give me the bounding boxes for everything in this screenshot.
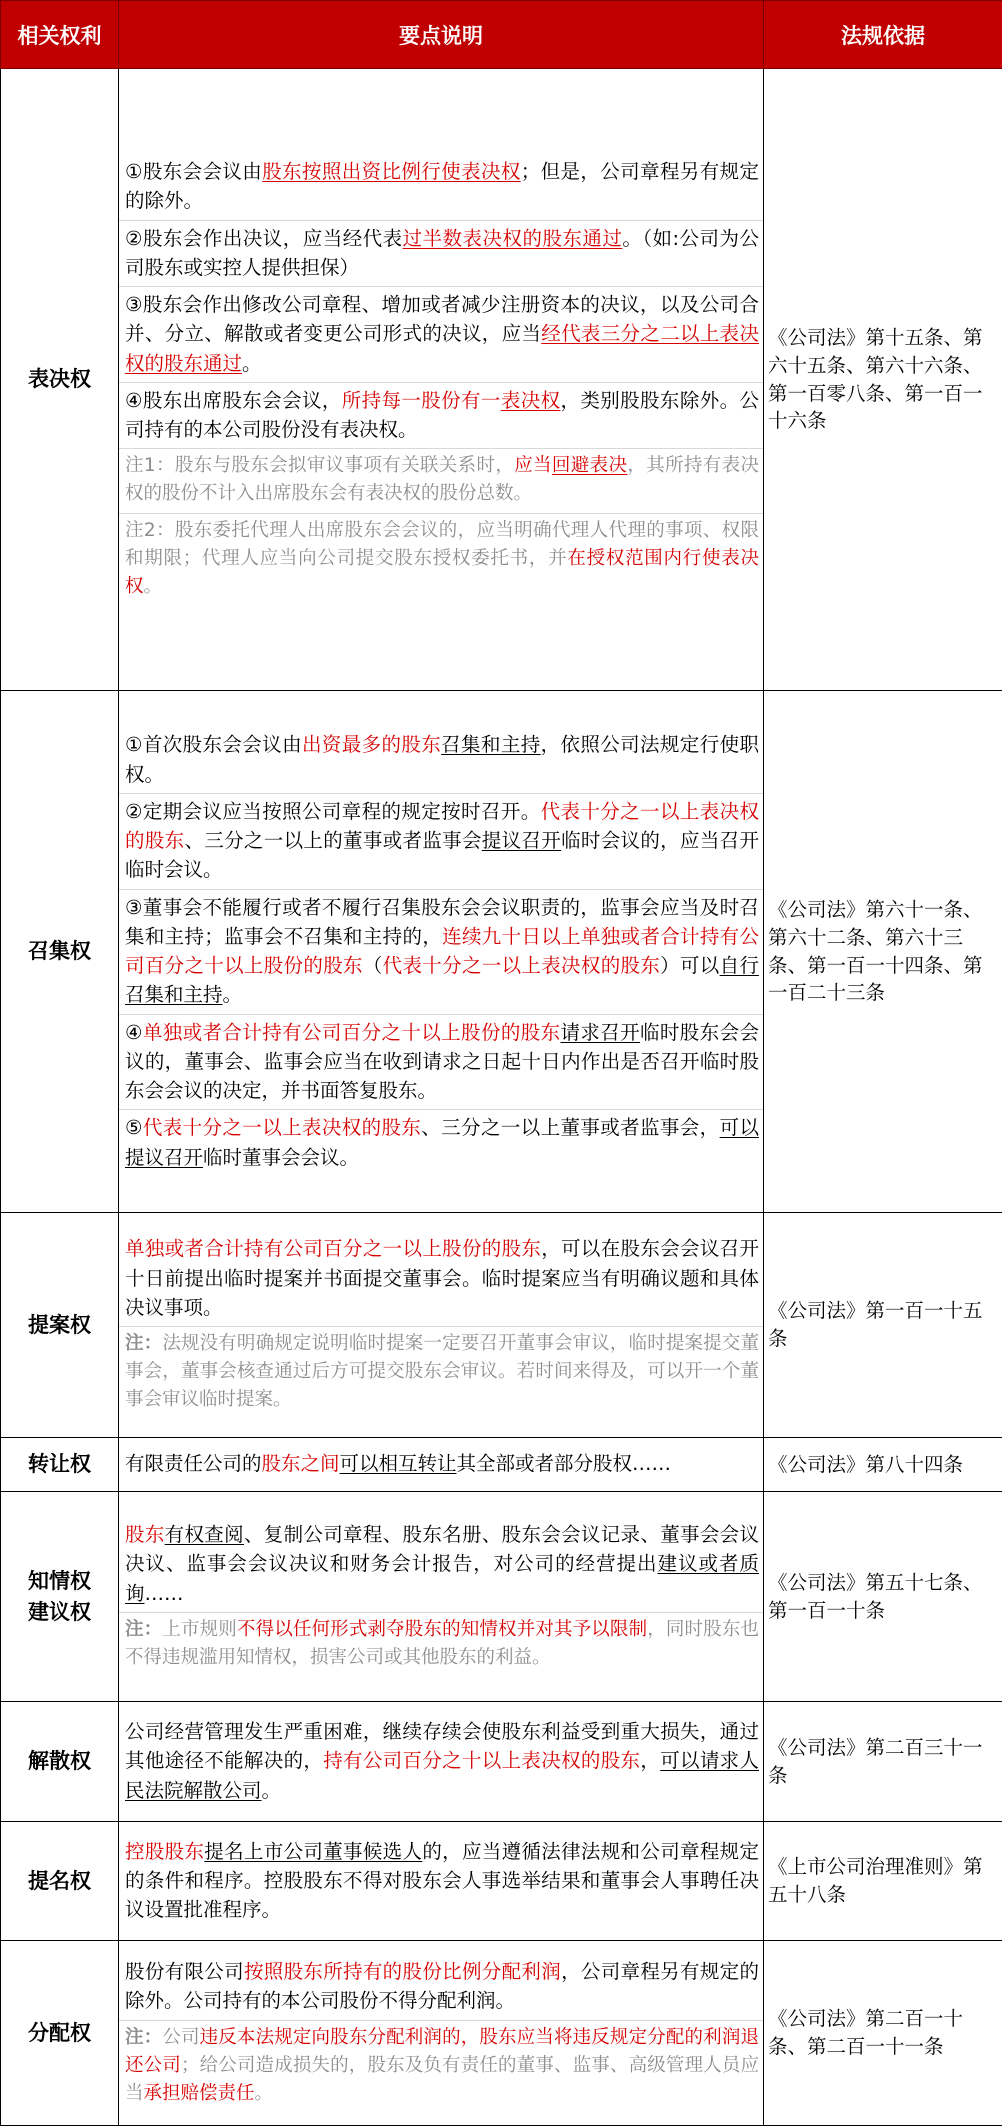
point-item: ⑤代表十分之一以上表决权的股东、三分之一以上董事或者监事会，可以提议召开临时董事会会议。 <box>119 1110 763 1176</box>
right-name-nomination: 提名权 <box>1 1822 119 1941</box>
point-item: ①首次股东会会议由出资最多的股东召集和主持，依照公司法规定行使职权。 <box>119 727 763 794</box>
points-cell-voting <box>119 69 764 691</box>
points-cell-proposal <box>119 1213 764 1438</box>
point-item: ④股东出席股东会会议，所持每一股份有一表决权，类别股股东除外。公司持有的本公司股份没有表决权。 <box>119 383 763 450</box>
point-item: ①股东会会议由股东按照出资比例行使表决权；但是，公司章程另有规定的除外。 <box>119 154 763 221</box>
table-row-voting-right <box>1 69 1002 691</box>
header-rights: 相关权利 <box>1 1 119 69</box>
point-item: ③股东会作出修改公司章程、增加或者减少注册资本的决议，以及公司合并、分立、解散或者变更公司形式的决议，应当经代表三分之二以上表决权的股东通过。 <box>119 287 763 383</box>
point-item: ③董事会不能履行或者不履行召集股东会会议职责的，监事会应当及时召集和主持；监事会不召集和主持的，连续九十日以上单独或者合计持有公司百分之十以上股份的股东（代表十分之一以上表决权的股东）可以自行召集和主持。 <box>119 890 763 1015</box>
right-name-line-1: 知情权 <box>1 1566 118 1596</box>
point-item: 单独或者合计持有公司百分之一以上股份的股东，可以在股东会会议召开十日前提出临时提案并书面提交董事会。临时提案应当有明确议题和具体决议事项。 <box>119 1231 763 1327</box>
note-item: 注：上市规则不得以任何形式剥夺股东的知情权并对其予以限制，同时股东也不得违规滥用知情权，损害公司或其他股东的利益。 <box>119 1613 763 1676</box>
legal-basis-information: 《公司法》第五十七条、第一百一十条 <box>764 1492 1002 1702</box>
right-name-distribution: 分配权 <box>1 1941 119 2126</box>
table-row-proposal-right <box>1 1213 1002 1438</box>
table-row-convening-right <box>1 691 1002 1213</box>
point-item: 公司经营管理发生严重困难，继续存续会使股东利益受到重大损失，通过其他途径不能解决的，持有公司百分之十以上表决权的股东，可以请求人民法院解散公司。 <box>119 1714 763 1809</box>
note-item: 注2：股东委托代理人出席股东会会议的，应当明确代理人代理的事项、权限和期限；代理人应当向公司提交股东授权委托书，并在授权范围内行使表决权。 <box>119 514 763 605</box>
legal-basis-voting: 《公司法》第十五条、第六十五条、第六十六条、第一百零八条、第一百一十六条 <box>764 69 1002 691</box>
right-name-dissolution: 解散权 <box>1 1702 119 1822</box>
point-item: ④单独或者合计持有公司百分之十以上股份的股东请求召开临时股东会会议的，董事会、监事会应当在收到请求之日起十日内作出是否召开临时股东会会议的决定，并书面答复股东。 <box>119 1015 763 1111</box>
note-item: 注：法规没有明确规定说明临时提案一定要召开董事会审议，临时提案提交董事会，董事会核查通过后方可提交股东会审议。若时间来得及，可以开一个董事会审议临时提案。 <box>119 1327 763 1418</box>
table-row-dissolution-right <box>1 1702 1002 1822</box>
legal-basis-nomination: 《上市公司治理准则》第五十八条 <box>764 1822 1002 1941</box>
point-item: ②股东会作出决议，应当经代表过半数表决权的股东通过。（如:公司为公司股东或实控人提供担保） <box>119 221 763 288</box>
legal-basis-dissolution: 《公司法》第二百三十一条 <box>764 1702 1002 1822</box>
point-item: 有限责任公司的股东之间可以相互转让其全部或者部分股权…… <box>119 1446 763 1482</box>
point-item: 控股股东提名上市公司董事候选人的，应当遵循法律法规和公司章程规定的条件和程序。控股股东不得对股东会人事选举结果和董事会人事聘任决议设置批准程序。 <box>119 1834 763 1929</box>
right-name-voting: 表决权 <box>1 69 119 691</box>
points-cell-distribution <box>119 1941 764 2126</box>
right-name-proposal: 提案权 <box>1 1213 119 1438</box>
points-cell-dissolution <box>119 1702 764 1822</box>
header-key-points: 要点说明 <box>119 1 764 69</box>
point-item: 股份有限公司按照股东所持有的股份比例分配利润，公司章程另有规定的除外。公司持有的本公司股份不得分配利润。 <box>119 1954 763 2021</box>
point-item: ②定期会议应当按照公司章程的规定按时召开。代表十分之一以上表决权的股东、三分之一以上的董事或者监事会提议召开临时会议的，应当召开临时会议。 <box>119 794 763 890</box>
note-item: 注：公司违反本法规定向股东分配利润的，股东应当将违反规定分配的利润退还公司；给公司造成损失的，股东及负有责任的董事、监事、高级管理人员应当承担赔偿责任。 <box>119 2021 763 2112</box>
legal-basis-convening: 《公司法》第六十一条、第六十二条、第六十三条、第一百一十四条、第一百二十三条 <box>764 691 1002 1213</box>
note-item: 注1：股东与股东会拟审议事项有关联关系时，应当回避表决，其所持有表决权的股份不计入出席股东会有表决权的股份总数。 <box>119 449 763 513</box>
legal-basis-distribution: 《公司法》第二百一十条、第二百一十一条 <box>764 1941 1002 2126</box>
points-cell-convening <box>119 691 764 1213</box>
right-name-information <box>1 1492 119 1702</box>
points-cell-nomination <box>119 1822 764 1941</box>
header-legal-basis: 法规依据 <box>764 1 1002 69</box>
right-name-transfer: 转让权 <box>1 1438 119 1492</box>
table-header-row <box>1 1 1002 69</box>
point-item: 股东有权查阅、复制公司章程、股东名册、股东会会议记录、董事会会议决议、监事会会议决议和财务会计报告，对公司的经营提出建议或者质询…… <box>119 1517 763 1613</box>
points-cell-information <box>119 1492 764 1702</box>
legal-basis-transfer: 《公司法》第八十四条 <box>764 1438 1002 1492</box>
right-name-convening: 召集权 <box>1 691 119 1213</box>
legal-basis-proposal: 《公司法》第一百一十五条 <box>764 1213 1002 1438</box>
table-row-nomination-right <box>1 1822 1002 1941</box>
table-row-distribution-right <box>1 1941 1002 2126</box>
right-name-line-2: 建议权 <box>1 1597 118 1627</box>
points-cell-transfer <box>119 1438 764 1492</box>
table-row-transfer-right <box>1 1438 1002 1492</box>
table-row-information-right <box>1 1492 1002 1702</box>
